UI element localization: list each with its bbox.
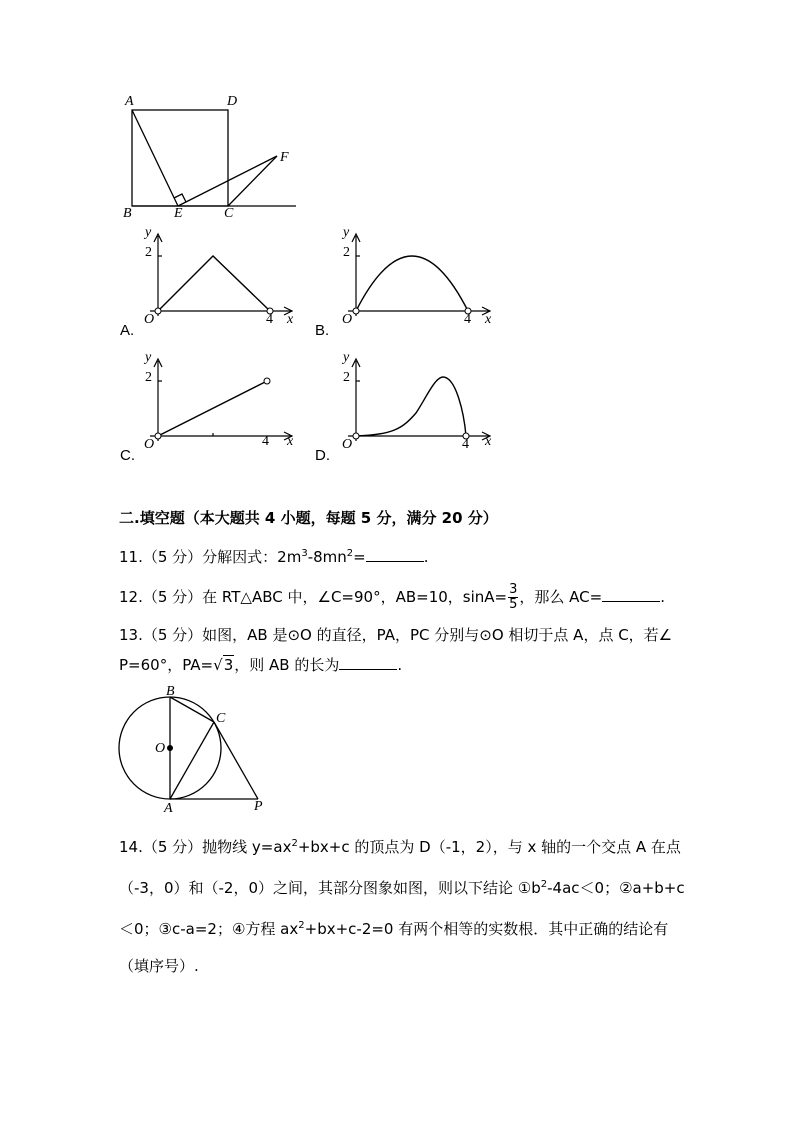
graph-c-xtick: 4 [262,434,269,449]
graph-d-ytick: 2 [343,370,350,385]
graph-a-xtick: 4 [266,312,273,327]
sqrt-3: √3 [213,656,234,674]
center-point-o [167,745,173,751]
graph-c [140,353,310,453]
circle-label-a: A [164,801,173,816]
segment-ae [132,110,178,206]
question-11: 11.（5 分）分解因式：$2m^3-8mn^2=$ . [119,548,429,566]
label-f: F [280,150,289,165]
graph-a [140,228,310,328]
label-e: E [174,206,183,221]
segment-cf [228,156,277,206]
question-14-line1: 14.（5 分）抛物线 $y=ax^2+bx+c$ 的顶点为 D（-1，2），与 x 轴的一个交点 A 在点 [119,838,681,856]
option-a-label: A. [120,322,135,339]
label-c: C [224,206,234,221]
label-a: A [125,94,134,109]
option-b-label: B. [315,322,330,339]
graph-c-origin: O [144,437,155,452]
graph-b [338,228,508,328]
graph-b-origin: O [342,312,353,327]
graph-d-y: y [343,350,350,365]
graph-d-origin: O [342,437,353,452]
question-14-line4: （填序号）. [119,957,199,975]
curve-c [158,381,267,436]
chord-bc [170,697,214,722]
section-heading: 二.填空题（本大题共 4 小题，每题 5 分，满分 20 分） [119,509,498,527]
graph-d-xtick: 4 [462,437,469,452]
question-14-line3: ＜0；③c-a=2；④方程 $ax^2+bx+c-2=0$ 有两个相等的实数根．其中正确的结论有 [119,920,669,938]
answer-blank-11[interactable] [366,546,424,562]
circle-label-o: O [155,741,166,756]
graph-b-y: y [343,225,350,240]
question-13-line1: 13.（5 分）如图，AB 是⊙O 的直径，PA，PC 分别与⊙O 相切于点 A，点 C，若∠ [119,626,673,644]
label-d: D [227,94,238,109]
circle-label-c: C [216,711,226,726]
square-abcd [132,110,228,206]
graph-b-x: x [485,312,492,327]
question-13-line2: P=60°，PA=√3，则 AB 的长为 . [119,656,403,674]
circle-label-b: B [166,684,175,699]
answer-blank-13[interactable] [339,654,397,670]
graph-b-xtick: 4 [464,312,471,327]
curve-a [158,256,270,311]
circle-label-p: P [254,799,263,814]
question-12: 12.（5 分）在 RT△ABC 中，∠C=90°，AB=10，sinA= $\frac{3}{5}$ ，那么 AC= . [119,582,665,612]
graph-d [338,353,508,453]
option-c-label: C. [120,447,135,464]
graph-c-y: y [145,350,152,365]
graph-d-x: x [485,434,492,449]
curve-b [356,256,468,311]
label-b: B [123,206,132,221]
question-14-line2: （-3，0）和（-2，0）之间，其部分图象如图，则以下结论 $①b^2-4ac<0$；②a+b+c [119,879,685,897]
graph-a-origin: O [144,312,155,327]
graph-a-y: y [145,225,152,240]
graph-b-ytick: 2 [343,245,350,260]
chord-ac [170,722,214,799]
curve-d [356,377,466,436]
graph-c-x: x [287,434,294,449]
option-d-label: D. [315,447,330,464]
fraction-3-5: $\frac{3}{5}$ [509,582,518,612]
graph-a-ytick: 2 [145,245,152,260]
graph-c-ytick: 2 [145,370,152,385]
origin-open-point [155,308,161,314]
tangent-pc [214,722,258,799]
graph-a-x: x [287,312,294,327]
answer-blank-12[interactable] [602,586,660,602]
